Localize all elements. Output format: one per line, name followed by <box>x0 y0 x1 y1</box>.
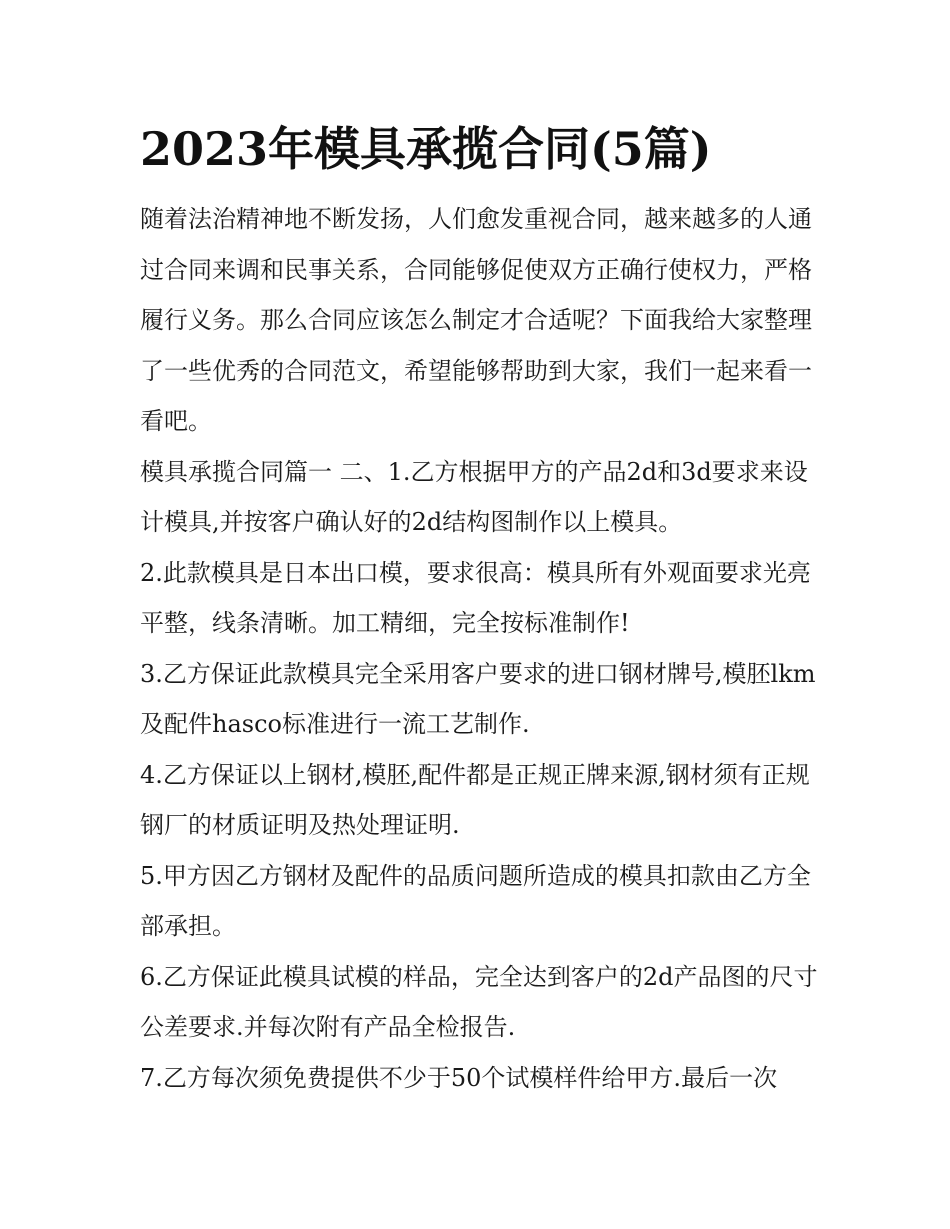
intro-paragraph: 随着法治精神地不断发扬，人们愈发重视合同，越来越多的人通过合同来调和民事关系，合同能够促使双方正确行使权力，严格履行义务。那么合同应该怎么制定才合适呢？下面我给大家整理了一些优秀的合同范文，希望能够帮助到大家，我们一起来看一看吧。 <box>140 205 812 435</box>
clause-1-paragraph: 模具承揽合同篇一 二、1.乙方根据甲方的产品2d和3d要求来设计模具,并按客户确认好的2d结构图制作以上模具。 <box>140 457 808 536</box>
clause-4-paragraph: 4.乙方保证以上钢材,模胚,配件都是正规正牌来源,钢材须有正规钢厂的材质证明及热处理证明. <box>140 760 810 839</box>
clause-5-paragraph: 5.甲方因乙方钢材及配件的品质问题所造成的模具扣款由乙方全部承担。 <box>140 861 811 940</box>
clause-7-paragraph: 7.乙方每次须免费提供不少于50个试模样件给甲方.最后一次 <box>140 1063 778 1092</box>
clause-3-paragraph: 3.乙方保证此款模具完全采用客户要求的进口钢材牌号,模胚lkm及配件hasco标准进行一流工艺制作. <box>140 659 816 738</box>
clause-2-paragraph: 2.此款模具是日本出口模，要求很高：模具所有外观面要求光亮平整，线条清晰。加工精细，完全按标准制作! <box>140 558 811 637</box>
document-body <box>140 194 820 1103</box>
clause-6-paragraph: 6.乙方保证此模具试模的样品，完全达到客户的2d产品图的尺寸公差要求.并每次附有产品全检报告. <box>140 962 818 1041</box>
document-title: 2023年模具承揽合同(5篇) <box>140 122 712 176</box>
document-page <box>140 118 820 1103</box>
